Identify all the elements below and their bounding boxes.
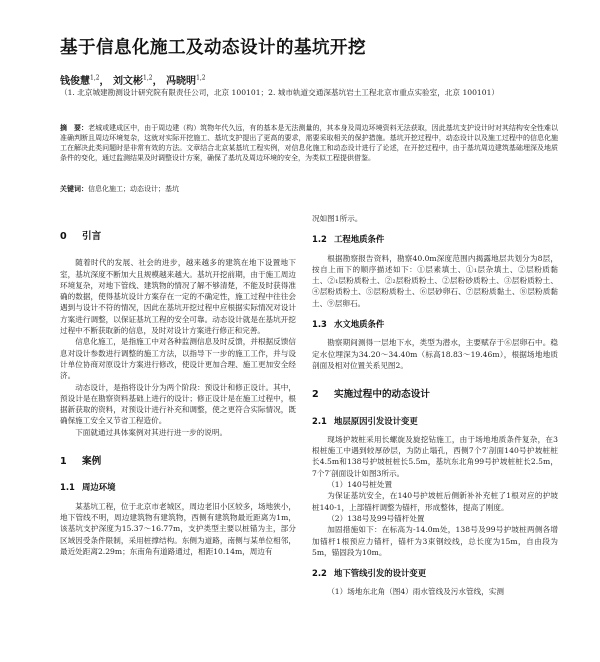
keywords bbox=[60, 184, 558, 194]
list-item-heading: （1）场地东北角（图4）雨水管线及污水管线，实测 bbox=[327, 587, 504, 597]
section-title: 引言 bbox=[82, 231, 102, 242]
subsection-title: 地下管线引发的设计变更 bbox=[334, 568, 427, 579]
abstract-text: 老城或建成区中，由于周边建（构）筑物年代久远，有的基本是无法测量的，其本身及周边环境资料无法获取，因此基坑支护设计时对其结构安全性难以准确判断且周边环境复杂，这就对实际开挖施工、基坑支护提出了更高的要求，需要采取相关的保护措施。基坑开挖过程中，动态设计以及施工过程中的信息化施工在解决此类问题时是非常有效的方法。文章结合北京某基坑工程实例，对信息化施工和动态设计进行了论述，在开挖过程中，由于基坑周边建筑基础埋深及地质条件的变化，通过监测结果及时调整设计方案，确保了基坑及周边环境的安全，为类似工程提供借鉴。 bbox=[60, 124, 559, 162]
author-affiliation-mark: 1,2 bbox=[196, 74, 206, 82]
section-number: 1 bbox=[60, 456, 67, 468]
abstract-label: 摘 要： bbox=[60, 124, 89, 132]
paragraph: 某基坑工程，位于北京市老城区，周边老旧小区较多，场地狭小，地下管线不明，周边建筑物有建筑物，西侧有建筑物最近距离为1m，该基坑支护深度为15.37～16.77m，支护类型主要以桩锚为主，部分区域因受条件限制，采用桩撑结构。东侧为道路，南侧与某单位相邻，最近处距离2.29m；东南角有道路通过，相距10.14m，周边有 bbox=[60, 501, 296, 556]
paragraph: 根据勘察报告资料，勘察40.0m深度范围内揭露地层共划分为8层，按自上而下的顺序描述如下：①层素填土、①₁层杂填土、②层粉质黏土、②₁层粉质粉土、②₂层粉质粉土、②层粉砂质粉土、③层粉质粉土、④层粉质粉土、⑤层粉质粉土、⑥层砂卵石、⑦层粉质黏土、⑧层粉质黏土、⑨层卵石。 bbox=[312, 253, 558, 308]
subsection-heading-hydrology bbox=[312, 319, 558, 330]
section-heading-intro bbox=[60, 231, 296, 242]
author-name: 冯晓明 bbox=[166, 76, 197, 87]
subsection-title: 周边环境 bbox=[82, 482, 116, 493]
paragraph-continuation: 况如图1所示。 bbox=[312, 214, 363, 223]
subsection-heading-stratum-change bbox=[312, 416, 558, 427]
section-number: 0 bbox=[60, 231, 67, 242]
abstract bbox=[60, 123, 558, 163]
paragraph: 现场护坡桩采用长螺旋及旋挖钻施工，由于场地地质条件复杂，在3根桩施工中遇到较厚砂层，为防止塌孔，西侧7个7′剖面140号护坡桩桩长4.5m和138号护坡桩桩长5.5m，基坑东北角99号护坡桩桩长2.5m，7个7′剖面设计如图3所示。 bbox=[312, 434, 558, 478]
subsection-heading-environment bbox=[60, 482, 296, 493]
paragraph: 下面就通过具体案例对其进行进一步的说明。 bbox=[75, 427, 228, 437]
paragraph: 为保证基坑安全，在140号护坡桩后侧新补补充桩了1根对应的护坡桩140-1，上部锚杆调整为锚杆，形成整体，提高了刚度。 bbox=[312, 491, 558, 512]
subsection-title: 地层原因引发设计变更 bbox=[334, 415, 418, 426]
left-column bbox=[60, 213, 296, 557]
affiliation: （1. 北京城建勘测设计研究院有限责任公司，北京 100101；2. 城市轨道交通深基坑岩土工程北京市重点实验室，北京 100101） bbox=[60, 88, 500, 97]
subsection-number: 2.1 bbox=[312, 415, 327, 426]
subsection-heading-pipeline-change bbox=[312, 568, 558, 579]
section-title: 实施过程中的动态设计 bbox=[334, 389, 430, 401]
right-column bbox=[312, 213, 558, 598]
author-affiliation-mark: 1,2 bbox=[90, 74, 100, 82]
subsection-number: 1.1 bbox=[60, 482, 75, 493]
subsection-number: 1.3 bbox=[312, 319, 327, 330]
author-name: 钱俊慧 bbox=[60, 76, 90, 87]
paragraph: 信息化施工，是指施工中对各种监测信息及时反馈，并根据反馈信息对设计参数进行调整的施工方法，以指导下一步的施工工作，并与设计单位协商对原设计方案进行修改，使设计更加合理、施工更加安全经济。 bbox=[60, 337, 296, 381]
keywords-label: 关键词： bbox=[60, 184, 88, 193]
subsection-title: 工程地质条件 bbox=[334, 234, 385, 245]
section-number: 2 bbox=[312, 389, 319, 401]
subsection-number: 1.2 bbox=[312, 234, 327, 245]
paragraph: 勘察期间测得一层地下水，类型为潜水，主要赋存于⑥层卵石中。稳定水位埋深为34.20～34.40m（标高18.83～19.46m），根据场地地质剖面及相对位置关系见图2。 bbox=[312, 338, 558, 370]
paper-title: 基于信息化施工及动态设计的基坑开挖 bbox=[60, 38, 366, 58]
section-heading-case bbox=[60, 456, 296, 467]
list-item-heading: （1）140号桩处置 bbox=[327, 480, 393, 490]
paragraph: 加固措施如下：在标高为-14.0m处，138号及99号护坡桩两侧各增加锚杆1根预应力锚杆，锚杆为3束钢绞线，总长度为15m，自由段为5m，锚固段为10m。 bbox=[312, 525, 558, 557]
paragraph: 随着时代的发展、社会的进步，越来越多的建筑在地下设置地下室，基坑深度不断加大且规模越来越大。基坑开挖前期，由于施工周边环境复杂，对地下管线、建筑物的情况了解不够清楚，不能及时获得准确的数据，使得基坑设计方案存在一定的不确定性，施工过程中往往会遇到与设计不符的情况，因此在基坑开挖过程中应根据实际情况对设计方案进行调整，以保证基坑工程的安全可靠。动态设计就是在基坑开挖过程中不断获取新的信息，及时对设计方案进行修正和完善。 bbox=[60, 258, 296, 336]
author-list: 钱俊慧$^{1,2}$， 刘文彬$^{1,2}$， 冯晓明$^{1,2}$ bbox=[60, 74, 206, 87]
keywords-text: 信息化施工；动态设计；基坑 bbox=[88, 185, 179, 193]
list-item-heading: （2）138号及99号锚杆处置 bbox=[327, 513, 425, 523]
subsection-number: 2.2 bbox=[312, 568, 327, 579]
subsection-title: 水文地质条件 bbox=[334, 319, 385, 330]
section-title: 案例 bbox=[82, 456, 102, 468]
subsection-heading-geology bbox=[312, 234, 558, 245]
author-affiliation-mark: 1,2 bbox=[143, 74, 153, 82]
author-name: 刘文彬 bbox=[113, 76, 144, 87]
paragraph: 动态设计，是指将设计分为两个阶段：预设计和修正设计。其中，预设计是在勘察资料基础上进行的设计；修正设计是在施工过程中，根据新获取的资料，对预设计进行补充和调整，使之更符合实际情况，既确保施工安全又节省工程造价。 bbox=[60, 382, 296, 426]
section-heading-dynamic-design bbox=[312, 389, 558, 400]
